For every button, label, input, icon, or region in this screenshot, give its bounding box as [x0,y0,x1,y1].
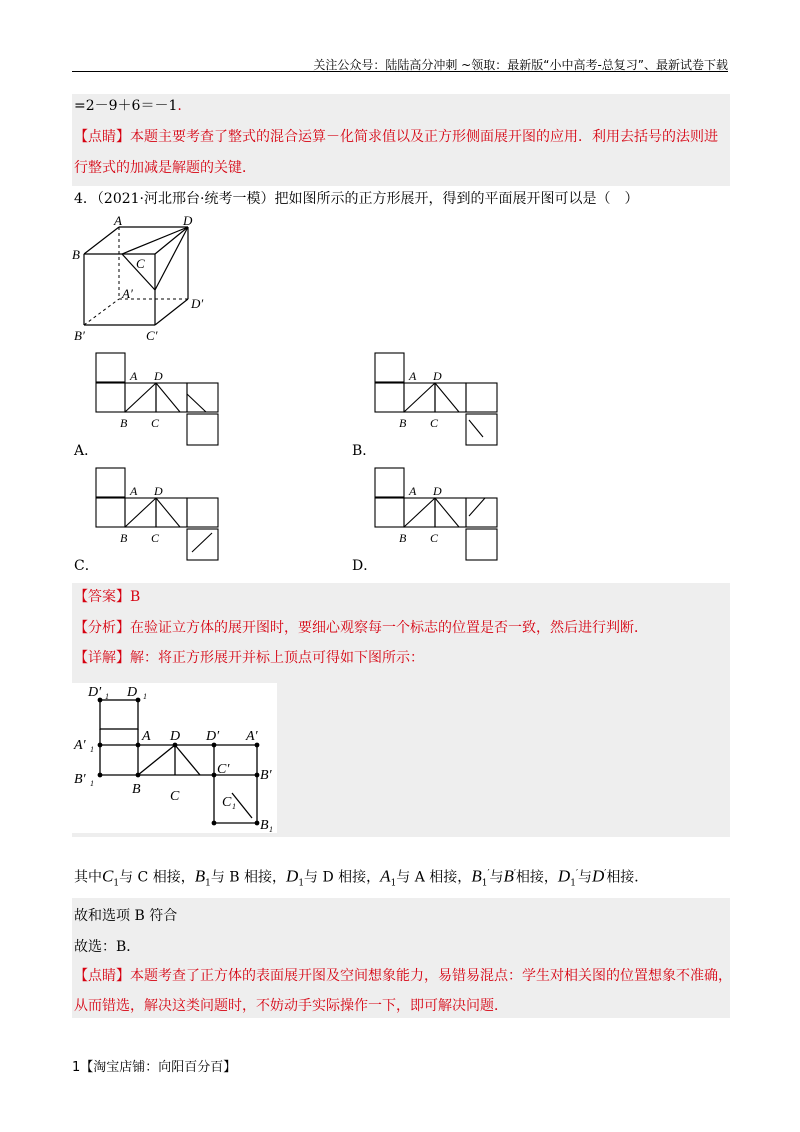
solution-net-figure [72,683,277,833]
rel-text: 相接． [606,869,649,886]
sol-sub-1: 1 [105,692,109,701]
net-option-b-label-1: D [433,369,442,383]
rel-sub: 1 [481,878,488,889]
rel-text: 其中 [74,869,102,886]
sol-label-d1: D [127,685,138,700]
net-option-a[interactable] [96,352,226,447]
net-option-b-label-0: A [409,369,417,383]
equation-end: . [177,98,182,114]
sol-label-c: C [170,789,180,804]
rel-prime: ′ [604,869,607,879]
sol-label-b1-prime: B′ [74,772,86,787]
sol-sub-5: 1 [232,802,236,811]
sol-label-c-prime: C′ [217,762,230,777]
prev-note-line1 [74,127,718,147]
sol-sub-3: 1 [90,745,94,754]
final-note-line1 [74,966,732,986]
rel-sub: 1 [298,878,305,889]
cube-label-b: B [72,247,80,262]
analysis-tag: 【分析】 [74,620,130,636]
note-text: 本题主要考查了整式的混合运算－化简求值以及正方形侧面展开图的应用．利用去括号的法则进 [130,129,718,145]
net-option-b-label-2: B [399,416,407,430]
rel-b1: B [194,866,206,886]
sol-label-d: D [170,729,181,744]
cube-label-d-prime: D′ [191,296,204,311]
prev-note-line2: 行整式的加减是解题的关键． [74,160,256,176]
sol-label-b1: B [260,818,269,833]
net-option-d-label-2: B [399,531,407,545]
rel-b1p: B [471,866,482,886]
rel-sub: 1 [113,878,120,889]
net-option-a-label-1: D [154,369,163,383]
header-text: 关注公众号：陆陆高分冲刺 ~领取：最新版“小中高考-总复习”、最新试卷下载 [313,58,728,72]
choose-line: 故选：B． [74,939,141,955]
rel-text: 与 [577,869,592,886]
rel-sub: 1 [205,878,211,889]
net-option-c-label-3: C [151,531,160,545]
net-option-d-label-0: A [409,484,417,498]
rel-text: 与 A 相接， [396,869,472,886]
option-b-letter[interactable]: B． [352,443,377,459]
cube-label-b-prime: B′ [74,328,85,343]
rel-prime: ′ [575,869,578,879]
header-rule [72,71,728,72]
answer-text: B [130,589,141,605]
rel-d1: D [286,866,299,886]
answer-tag: 【答案】 [74,589,130,605]
question-number: 4． [74,191,97,207]
net-option-d-label-3: C [430,531,439,545]
option-d-letter[interactable]: D． [352,558,378,574]
sol-label-b-prime: B′ [260,768,272,783]
rel-c1: C [102,866,114,886]
net-option-c-label-0: A [130,484,138,498]
rel-prime: ′ [513,869,516,879]
option-c-letter[interactable]: C． [74,558,99,574]
relations-line [74,864,648,893]
detail-text: 解：将正方形展开并标上顶点可得如下图所示： [130,650,424,666]
net-option-d[interactable] [375,467,505,562]
sol-label-a: A [142,729,151,744]
net-option-c-label-1: D [154,484,163,498]
rel-text: 与 C 相接， [119,869,195,886]
sol-label-c1: C [222,795,232,810]
sol-label-a-prime: A′ [246,729,258,744]
rel-text: 相接， [515,869,558,886]
net-option-a-label-3: C [151,416,160,430]
cube-label-c-prime: C′ [146,328,158,343]
detail-tag: 【详解】 [74,650,130,666]
answer-line [74,587,140,607]
question-text: （2021·河北邢台·统考一模）把如图所示的正方形展开，得到的平面展开图可以是（ ） [96,191,639,207]
rel-text: 与 B 相接， [210,869,287,886]
note-tag: 【点睛】 [74,129,130,145]
analysis-text: 在验证立方体的展开图时，要细心观察每一个标志的位置是否一致，然后进行判断． [130,620,648,636]
sol-label-b: B [132,782,141,797]
rel-prime: ′ [487,869,490,879]
rel-dp: D [591,866,605,886]
sol-label-d1-prime: D′ [88,685,102,700]
net-option-a-label-2: B [120,416,128,430]
analysis-line [74,618,648,638]
cube-label-d: D [183,213,193,228]
cube-label-c: C [136,256,145,271]
cube-label-a-prime: A′ [122,286,133,301]
final-note-tag: 【点睛】 [74,968,130,984]
conclusion-line: 故和选项 B 符合 [74,908,178,924]
detail-line [74,648,424,668]
sol-label-a1-prime: A′ [74,738,86,753]
net-option-d-label-1: D [433,484,442,498]
rel-text: 与 D 相接， [304,869,381,886]
rel-sub: 1 [390,878,397,889]
equation-text: =2－9＋6＝－1 [74,98,178,114]
rel-a1: A [380,866,391,886]
prev-equation [74,96,182,116]
net-option-c[interactable] [96,467,226,562]
final-note-text: 本题考查了正方体的表面展开图及空间想象能力，易错易混点：学生对相关图的位置想象不准确， [130,968,732,984]
sol-label-d-prime: D′ [206,729,220,744]
net-option-c-label-2: B [120,531,128,545]
footer-text: 1【淘宝店铺：向阳百分百】 [72,1060,237,1075]
final-note-line2: 从而错选，解决这类问题时，不妨动手实际操作一下，即可解决问题． [74,998,508,1014]
question-line [74,189,638,209]
cube-figure [70,212,210,347]
sol-sub-6: 1 [269,825,273,833]
sol-sub-2: 1 [143,692,147,701]
option-a-letter[interactable]: A． [74,443,99,459]
rel-bp: B [503,866,514,886]
net-option-b[interactable] [375,352,505,447]
sol-sub-4: 1 [90,779,94,788]
cube-label-a: A [114,213,122,228]
rel-text: 与 [489,869,504,886]
net-option-b-label-3: C [430,416,439,430]
net-option-a-label-0: A [130,369,138,383]
rel-d1p: D [557,866,571,886]
rel-sub: 1 [570,878,576,889]
